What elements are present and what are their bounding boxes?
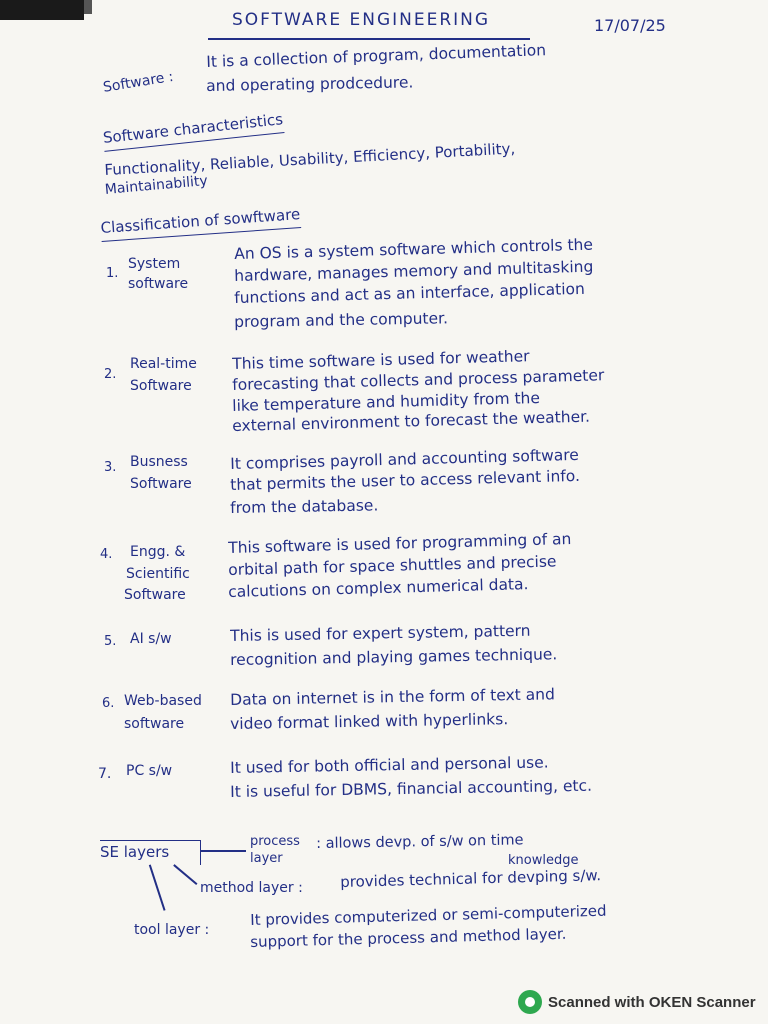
item-name-line: PC s/w	[126, 763, 173, 779]
item-desc-line: It is useful for DBMS, financial accounting, etc.	[230, 776, 593, 801]
item-desc-line: It used for both official and personal use.	[230, 753, 549, 777]
item-name-line: software	[128, 276, 189, 292]
item-name-line: AI s/w	[130, 631, 172, 647]
item-name-line: Software	[124, 587, 186, 603]
characteristics-line-1: Functionality, Reliable, Usability, Efficiency, Portability,	[104, 139, 516, 179]
item-number: 7.	[98, 766, 112, 782]
characteristics-line-2: Maintainability	[104, 173, 209, 198]
method-layer-desc: provides technical for devping s/w.	[340, 866, 602, 891]
item-number: 3.	[104, 460, 117, 475]
tool-layer-label: tool layer :	[134, 922, 210, 938]
item-desc-line: Data on internet is in the form of text and	[230, 685, 556, 709]
software-def-line-1: It is a collection of program, documentation	[206, 41, 547, 71]
item-desc-line: from the database.	[230, 496, 379, 517]
item-desc-line: An OS is a system software which controls the	[234, 235, 594, 263]
item-name-line: Busness	[130, 454, 188, 470]
process-layer-label: process	[250, 834, 300, 849]
characteristics-heading: Software characteristics	[102, 109, 284, 152]
item-number: 4.	[100, 547, 113, 562]
item-number: 2.	[104, 367, 117, 382]
item-desc-line: that permits the user to access relevant info.	[230, 466, 581, 494]
tool-layer-desc-2: support for the process and method layer.	[250, 924, 567, 951]
page-edge-shadow	[84, 0, 92, 14]
item-desc-line: calcutions on complex numerical data.	[228, 575, 529, 601]
scanner-watermark	[518, 990, 756, 1014]
item-desc-line: functions and act as an interface, application	[234, 279, 586, 307]
item-number: 5.	[104, 634, 117, 649]
process-connector	[200, 850, 246, 852]
tool-connector	[149, 865, 165, 911]
item-desc-line: This software is used for programming of an	[228, 530, 572, 557]
item-desc-line: video format linked with hyperlinks.	[230, 710, 509, 733]
item-name-line: Scientific	[126, 566, 190, 582]
process-layer-desc: : allows devp. of s/w on time	[316, 832, 524, 852]
scanner-logo-icon	[518, 990, 542, 1014]
item-desc-line: like temperature and humidity from the	[232, 388, 541, 415]
item-desc-line: This time software is used for weather	[232, 347, 530, 373]
item-name-line: Engg. &	[130, 544, 186, 560]
item-desc-line: It comprises payroll and accounting software	[230, 445, 580, 473]
item-desc-line: program and the computer.	[234, 309, 449, 331]
item-number: 1.	[106, 266, 119, 281]
se-layers-label: SE layers	[100, 843, 170, 861]
item-name-line: Software	[130, 476, 192, 492]
item-name-line: Software	[130, 378, 192, 394]
software-def-line-2: and operating prodcedure.	[206, 73, 414, 95]
item-desc-line: This is used for expert system, pattern	[230, 621, 531, 645]
scanner-text: Scanned with OKEN Scanner	[548, 993, 756, 1011]
title-underline	[208, 38, 530, 40]
tool-layer-desc-1: It provides computerized or semi-computerized	[250, 901, 607, 929]
process-layer-label: layer	[250, 851, 283, 866]
item-name-line: software	[124, 716, 185, 732]
se-layers-box	[100, 840, 201, 865]
item-desc-line: hardware, manages memory and multitasking	[234, 257, 594, 285]
item-name-line: Web-based	[124, 693, 202, 709]
item-number: 6.	[102, 696, 115, 711]
page-date: 17/07/25	[594, 16, 666, 35]
item-desc-line: forecasting that collects and process parameter	[232, 366, 605, 394]
page-edge-dark	[0, 0, 84, 20]
software-label: Software :	[102, 68, 175, 96]
item-desc-line: recognition and playing games technique.	[230, 645, 558, 669]
classification-heading: Classification of sowftware	[100, 204, 301, 242]
item-name-line: System	[128, 256, 181, 272]
item-desc-line: orbital path for space shuttles and precise	[228, 552, 557, 579]
process-layer-desc-2: knowledge	[508, 853, 579, 868]
method-connector	[174, 864, 198, 884]
method-layer-label: method layer :	[200, 880, 303, 896]
item-desc-line: external environment to forecast the weather.	[232, 407, 591, 435]
item-name-line: Real-time	[130, 356, 197, 372]
page-title: SOFTWARE ENGINEERING	[232, 10, 491, 30]
